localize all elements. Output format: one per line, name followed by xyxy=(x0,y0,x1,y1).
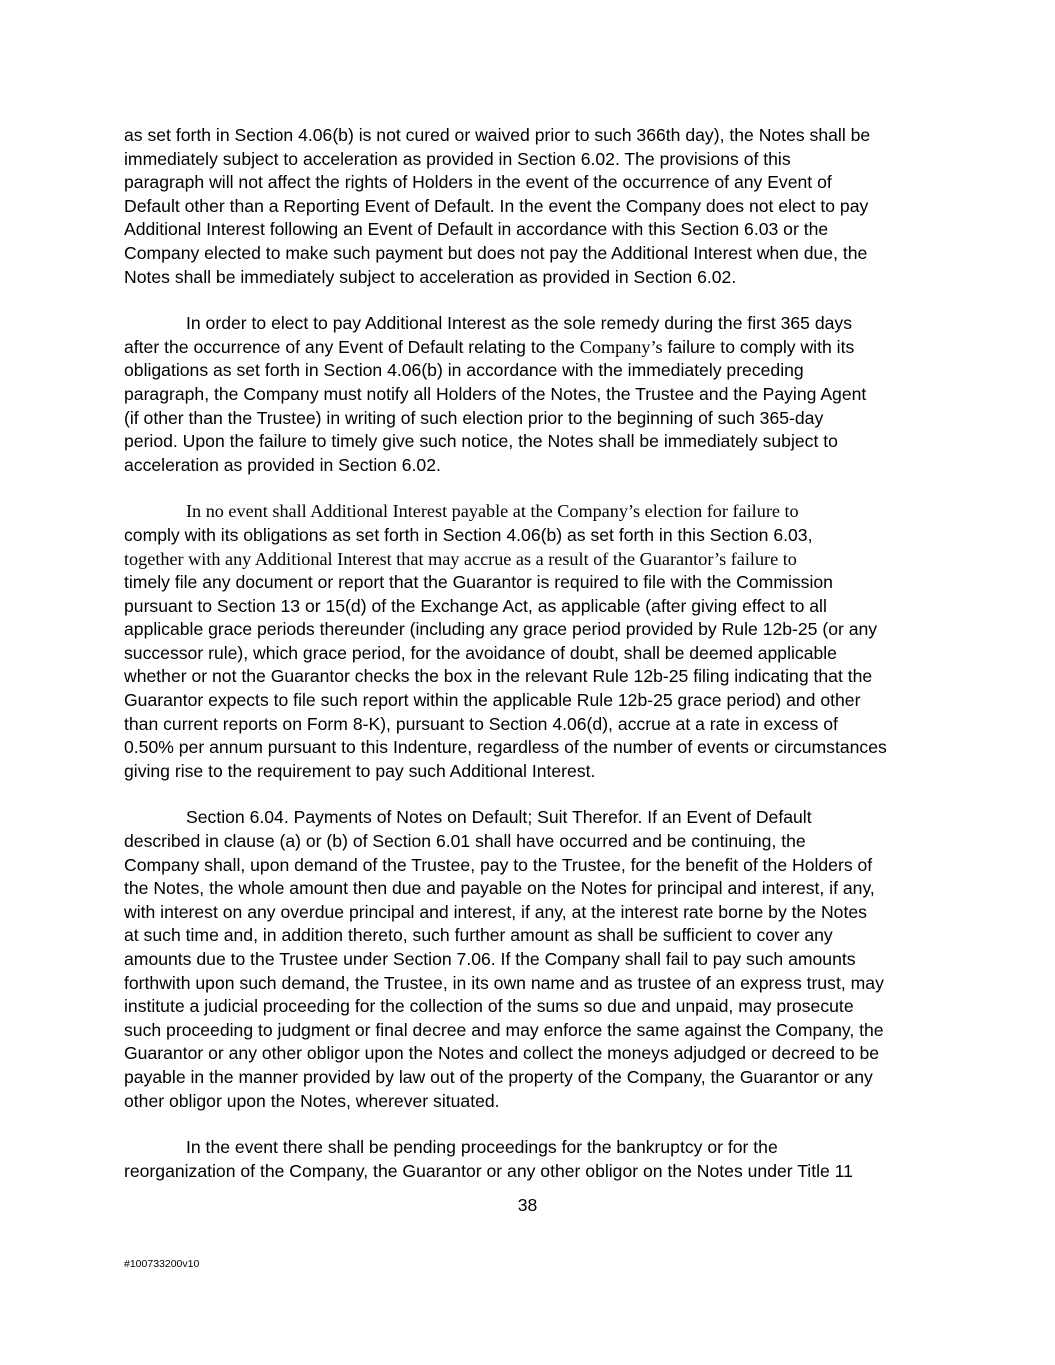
text-line: (if other than the Trustee) in writing of such election prior to the beginning of such 365-day xyxy=(124,407,824,428)
text-line: reorganization of the Company, the Guarantor or any other obligor on the Notes under Title 11 xyxy=(124,1160,853,1181)
text-line: applicable grace periods thereunder (including any grace period provided by Rule 12b-25 (or any xyxy=(124,619,878,640)
text-line: together with any Additional Interest that may accrue as a result of the Guarantor’s failure to xyxy=(124,548,797,569)
text-line: institute a judicial proceeding for the collection of the sums so due and unpaid, may prosecute xyxy=(124,996,854,1017)
text-line: Additional Interest following an Event of Default in accordance with this Section 6.03 or the xyxy=(124,219,829,240)
paragraph-section-6-04 xyxy=(124,806,934,1113)
paragraph-additional-interest-cap xyxy=(124,500,934,783)
text-line: immediately subject to acceleration as provided in Section 6.02. The provisions of this xyxy=(124,148,791,169)
text-line: whether or not the Guarantor checks the box in the relevant Rule 12b-25 filing indicating that the xyxy=(124,666,873,687)
text-line: timely file any document or report that the Guarantor is required to file with the Commission xyxy=(124,572,833,593)
text-line xyxy=(124,336,934,360)
text-run-serif: Company’s xyxy=(579,336,663,357)
text-line: successor rule), which grace period, for the avoidance of doubt, shall be deemed applicable xyxy=(124,642,837,663)
text-line: described in clause (a) or (b) of Section 6.01 shall have occurred and be continuing, the xyxy=(124,831,806,852)
text-line: than current reports on Form 8-K), pursuant to Section 4.06(d), accrue at a rate in excess of xyxy=(124,713,838,734)
text-line: pursuant to Section 13 or 15(d) of the Exchange Act, as applicable (after giving effect to all xyxy=(124,595,827,616)
document-id: #100733200v10 xyxy=(124,1258,200,1270)
text-line: 0.50% per annum pursuant to this Indenture, regardless of the number of events or circumstances xyxy=(124,737,887,758)
text-line: amounts due to the Trustee under Section 7.06. If the Company shall fail to pay such amounts xyxy=(124,949,856,969)
text-line: at such time and, in addition thereto, such further amount as shall be sufficient to cover any xyxy=(124,925,833,946)
document-body xyxy=(124,124,934,1206)
text-line: forthwith upon such demand, the Trustee, in its own name and as trustee of an express trust, may xyxy=(124,972,884,993)
text-line: paragraph will not affect the rights of Holders in the event of the occurrence of any Event of xyxy=(124,172,832,193)
text-line: Default other than a Reporting Event of Default. In the event the Company does not elect to pay xyxy=(124,195,869,216)
text-line: In no event shall Additional Interest payable at the Company’s election for failure to xyxy=(186,501,799,522)
text-line: comply with its obligations as set forth in Section 4.06(b) as set forth in this Section 6.03, xyxy=(124,524,813,545)
page-number: 38 xyxy=(517,1195,538,1215)
text-line: In order to elect to pay Additional Interest as the sole remedy during the first 365 days xyxy=(186,313,853,334)
text-run: failure to comply with its xyxy=(662,336,855,357)
text-line: period. Upon the failure to timely give such notice, the Notes shall be immediately subject to xyxy=(124,431,838,452)
paragraph-election-notice xyxy=(124,312,934,477)
text-run: after the occurrence of any Event of Default relating to the xyxy=(124,336,580,357)
text-line: giving rise to the requirement to pay such Additional Interest. xyxy=(124,760,596,781)
text-line: paragraph, the Company must notify all Holders of the Notes, the Trustee and the Paying Agent xyxy=(124,383,867,404)
text-line: Company elected to make such payment but does not pay the Additional Interest when due, the xyxy=(124,242,868,263)
text-line: the Notes, the whole amount then due and payable on the Notes for principal and interest, if any, xyxy=(124,878,875,899)
text-line: such proceeding to judgment or final decree and may enforce the same against the Company, the xyxy=(124,1019,884,1040)
paragraph-bankruptcy-proceedings xyxy=(124,1136,934,1183)
text-line: Guarantor expects to file such report within the applicable Rule 12b-25 grace period) and other xyxy=(124,690,861,711)
text-line: other obligor upon the Notes, wherever situated. xyxy=(124,1090,500,1111)
text-line: obligations as set forth in Section 4.06(b) in accordance with the immediately preceding xyxy=(124,360,804,381)
text-line: acceleration as provided in Section 6.02. xyxy=(124,454,441,475)
text-line: In the event there shall be pending proceedings for the bankruptcy or for the xyxy=(186,1137,778,1158)
text-line: Section 6.04. Payments of Notes on Default; Suit Therefor. If an Event of Default xyxy=(186,807,812,828)
text-line: Guarantor or any other obligor upon the Notes and collect the moneys adjudged or decreed to be xyxy=(124,1043,880,1064)
paragraph-acceleration-continuation xyxy=(124,124,934,289)
text-line: as set forth in Section 4.06(b) is not cured or waived prior to such 366th day), the Notes shall be xyxy=(124,125,871,145)
text-line: payable in the manner provided by law out of the property of the Company, the Guarantor or any xyxy=(124,1066,873,1087)
text-line: Company shall, upon demand of the Trustee, pay to the Trustee, for the benefit of the Holders of xyxy=(124,854,873,875)
text-line: Notes shall be immediately subject to acceleration as provided in Section 6.02. xyxy=(124,266,737,287)
text-line: with interest on any overdue principal and interest, if any, at the interest rate borne by the Notes xyxy=(124,901,867,922)
